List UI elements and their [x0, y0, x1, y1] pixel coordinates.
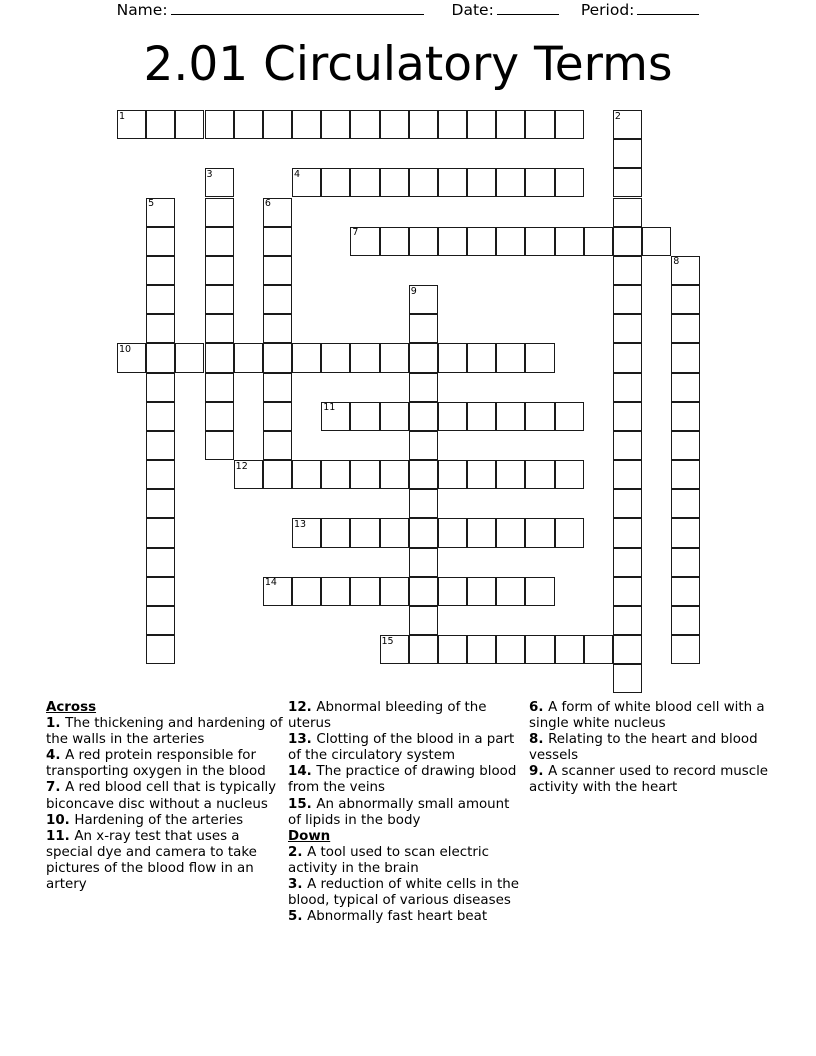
grid-clue-number: 9 — [410, 285, 417, 297]
date-label: Date: — [451, 1, 494, 19]
grid-cell[interactable] — [555, 110, 584, 139]
clue-item — [46, 716, 284, 748]
grid-cell[interactable] — [613, 314, 642, 343]
grid-cell[interactable] — [613, 227, 642, 256]
grid-cell[interactable] — [263, 343, 292, 372]
grid-cell[interactable] — [525, 343, 554, 372]
grid-cell[interactable] — [146, 635, 175, 664]
grid-cell[interactable] — [350, 518, 379, 547]
grid-cell[interactable] — [205, 256, 234, 285]
clue-column-1 — [46, 700, 284, 893]
date-field — [452, 0, 559, 20]
grid-clue-number: 7 — [352, 227, 359, 239]
grid-cell[interactable] — [292, 110, 321, 139]
grid-clue-number: 8 — [673, 256, 680, 268]
grid-cell[interactable] — [409, 635, 438, 664]
grid-cell[interactable] — [263, 460, 292, 489]
grid-cell[interactable] — [409, 577, 438, 606]
grid-cell[interactable] — [205, 373, 234, 402]
grid-cell[interactable] — [321, 518, 350, 547]
grid-cell[interactable] — [496, 577, 525, 606]
grid-cell[interactable] — [467, 635, 496, 664]
grid-cell[interactable] — [321, 577, 350, 606]
grid-clue-number: 14 — [264, 577, 277, 589]
grid-cell[interactable] — [205, 110, 234, 139]
clue-item — [288, 797, 524, 829]
grid-cell[interactable] — [175, 343, 204, 372]
grid-cell[interactable] — [205, 198, 234, 227]
clue-number: 12. — [288, 700, 317, 715]
grid-clue-number: 1 — [119, 110, 126, 122]
grid-cell[interactable] — [671, 548, 700, 577]
clue-text: Relating to the heart and blood vessels — [529, 732, 758, 764]
page-title: 2.01 Circulatory Terms — [143, 37, 673, 92]
grid-cell[interactable] — [467, 460, 496, 489]
clue-text: A scanner used to record muscle activity with the heart — [529, 764, 769, 796]
grid-cell[interactable] — [671, 606, 700, 635]
down-heading: Down — [288, 828, 331, 844]
grid-cell[interactable] — [263, 314, 292, 343]
clue-text: A tool used to scan electric activity in the brain — [288, 844, 489, 876]
clue-item — [46, 780, 284, 812]
grid-cell[interactable] — [496, 110, 525, 139]
grid-cell[interactable] — [525, 460, 554, 489]
grid-cell[interactable] — [409, 402, 438, 431]
grid-cell[interactable] — [146, 460, 175, 489]
grid-cell[interactable] — [671, 635, 700, 664]
grid-cell[interactable] — [671, 489, 700, 518]
grid-cell[interactable] — [263, 198, 292, 227]
grid-cell[interactable] — [263, 373, 292, 402]
grid-cell[interactable] — [292, 460, 321, 489]
grid-cell[interactable] — [146, 577, 175, 606]
grid-cell[interactable] — [496, 635, 525, 664]
grid-cell[interactable] — [671, 402, 700, 431]
grid-cell[interactable] — [496, 227, 525, 256]
grid-cell[interactable] — [409, 168, 438, 197]
grid-cell[interactable] — [525, 577, 554, 606]
grid-cell[interactable] — [350, 402, 379, 431]
grid-cell[interactable] — [205, 343, 234, 372]
grid-cell[interactable] — [555, 460, 584, 489]
grid-cell[interactable] — [613, 402, 642, 431]
clue-item — [288, 909, 524, 925]
clue-text: An abnormally small amount of lipids in the body — [288, 796, 510, 828]
clue-number: 6. — [529, 700, 549, 715]
period-blank-line[interactable] — [637, 1, 699, 15]
clue-text: Clotting of the blood in a part of the circulatory system — [288, 732, 515, 764]
name-field — [117, 0, 424, 20]
grid-cell[interactable] — [613, 256, 642, 285]
grid-cell[interactable] — [613, 198, 642, 227]
grid-cell[interactable] — [146, 285, 175, 314]
grid-cell[interactable] — [146, 314, 175, 343]
grid-cell[interactable] — [321, 168, 350, 197]
grid-cell[interactable] — [380, 518, 409, 547]
grid-cell[interactable] — [263, 256, 292, 285]
clue-text: A reduction of white cells in the blood, typical of various diseases — [288, 877, 519, 909]
grid-cell[interactable] — [613, 139, 642, 168]
grid-cell[interactable] — [613, 577, 642, 606]
grid-cell[interactable] — [671, 314, 700, 343]
grid-cell[interactable] — [613, 285, 642, 314]
grid-cell[interactable] — [613, 518, 642, 547]
grid-cell[interactable] — [146, 431, 175, 460]
grid-cell[interactable] — [613, 373, 642, 402]
grid-cell[interactable] — [234, 110, 263, 139]
clue-item — [529, 764, 769, 796]
grid-clue-number: 10 — [119, 343, 132, 355]
clue-number: 8. — [529, 732, 549, 748]
across-heading: Across — [46, 700, 97, 715]
grid-cell[interactable] — [438, 227, 467, 256]
grid-cell[interactable] — [263, 431, 292, 460]
grid-cell[interactable] — [671, 577, 700, 606]
grid-cell[interactable] — [409, 227, 438, 256]
clue-number: 7. — [46, 780, 66, 796]
grid-cell[interactable] — [175, 110, 204, 139]
grid-cell[interactable] — [438, 168, 467, 197]
grid-cell[interactable] — [613, 343, 642, 372]
clue-text: Abnormally fast heart beat — [307, 909, 488, 925]
grid-clue-number: 4 — [294, 168, 301, 180]
clue-column-2 — [288, 700, 524, 925]
clue-text: Abnormal bleeding of the uterus — [288, 700, 487, 732]
grid-cell[interactable] — [671, 460, 700, 489]
clue-item — [529, 700, 769, 732]
clue-item — [288, 845, 524, 877]
grid-cell[interactable] — [380, 402, 409, 431]
grid-cell[interactable] — [234, 460, 263, 489]
grid-cell[interactable] — [525, 168, 554, 197]
grid-cell[interactable] — [438, 518, 467, 547]
grid-cell[interactable] — [525, 635, 554, 664]
grid-clue-number: 2 — [614, 110, 621, 122]
grid-cell[interactable] — [555, 402, 584, 431]
grid-cell[interactable] — [146, 518, 175, 547]
grid-cell[interactable] — [350, 343, 379, 372]
clue-number: 11. — [46, 828, 75, 844]
grid-cell[interactable] — [205, 431, 234, 460]
grid-cell[interactable] — [613, 460, 642, 489]
grid-cell[interactable] — [380, 460, 409, 489]
grid-cell[interactable] — [409, 373, 438, 402]
clue-item — [288, 764, 524, 796]
grid-cell[interactable] — [555, 227, 584, 256]
grid-cell[interactable] — [409, 314, 438, 343]
grid-cell[interactable] — [205, 285, 234, 314]
clue-number: 9. — [529, 764, 549, 780]
grid-clue-number: 12 — [235, 460, 248, 472]
clue-item — [288, 877, 524, 909]
grid-cell[interactable] — [146, 548, 175, 577]
name-blank-line[interactable] — [171, 1, 424, 15]
grid-cell[interactable] — [321, 110, 350, 139]
clue-text: An x-ray test that uses a special dye and camera to take pictures of the blood flow in an artery — [46, 828, 257, 893]
grid-cell[interactable] — [613, 635, 642, 664]
grid-cell[interactable] — [613, 110, 642, 139]
grid-cell[interactable] — [263, 227, 292, 256]
grid-cell[interactable] — [263, 285, 292, 314]
clue-text: A form of white blood cell with a single white nucleus — [529, 700, 765, 732]
grid-cell[interactable] — [205, 168, 234, 197]
grid-cell[interactable] — [205, 227, 234, 256]
grid-cell[interactable] — [321, 343, 350, 372]
grid-cell[interactable] — [555, 168, 584, 197]
grid-cell[interactable] — [671, 285, 700, 314]
clue-text: A red blood cell that is typically biconcave disc without a nucleus — [46, 780, 277, 812]
grid-cell[interactable] — [409, 518, 438, 547]
clue-number: 13. — [288, 732, 317, 748]
clue-text: A red protein responsible for transporting oxygen in the blood — [46, 748, 266, 780]
grid-cell[interactable] — [613, 168, 642, 197]
grid-cell[interactable] — [671, 373, 700, 402]
grid-cell[interactable] — [496, 343, 525, 372]
grid-cell[interactable] — [671, 343, 700, 372]
grid-cell[interactable] — [380, 635, 409, 664]
clue-number: 5. — [288, 909, 308, 925]
name-label: Name: — [116, 1, 168, 19]
grid-cell[interactable] — [146, 402, 175, 431]
clue-text: The practice of drawing blood from the veins — [288, 764, 517, 796]
grid-cell[interactable] — [292, 577, 321, 606]
period-label: Period: — [580, 1, 635, 19]
grid-cell[interactable] — [409, 110, 438, 139]
clues-section — [0, 700, 816, 1000]
grid-cell[interactable] — [438, 343, 467, 372]
grid-cell[interactable] — [613, 548, 642, 577]
grid-cell[interactable] — [234, 343, 263, 372]
grid-cell[interactable] — [350, 577, 379, 606]
grid-cell[interactable] — [380, 110, 409, 139]
grid-cell[interactable] — [117, 343, 146, 372]
grid-cell[interactable] — [350, 227, 379, 256]
clue-number: 2. — [288, 844, 308, 860]
grid-cell[interactable] — [671, 518, 700, 547]
grid-cell[interactable] — [467, 577, 496, 606]
grid-cell[interactable] — [146, 198, 175, 227]
clue-item — [46, 748, 284, 780]
grid-cell[interactable] — [613, 664, 642, 693]
clue-number: 1. — [46, 716, 66, 732]
grid-cell[interactable] — [525, 110, 554, 139]
grid-cell[interactable] — [350, 168, 379, 197]
clue-number: 10. — [46, 812, 75, 828]
clue-text: The thickening and hardening of the walls in the arteries — [46, 716, 283, 748]
grid-cell[interactable] — [584, 635, 613, 664]
grid-cell[interactable] — [584, 227, 613, 256]
crossword-grid — [117, 110, 717, 710]
grid-cell[interactable] — [409, 285, 438, 314]
grid-cell[interactable] — [292, 518, 321, 547]
grid-cell[interactable] — [409, 431, 438, 460]
grid-cell[interactable] — [525, 227, 554, 256]
grid-cell[interactable] — [555, 518, 584, 547]
grid-cell[interactable] — [438, 110, 467, 139]
grid-cell[interactable] — [555, 635, 584, 664]
grid-cell[interactable] — [205, 314, 234, 343]
grid-cell[interactable] — [438, 402, 467, 431]
clue-number: 15. — [288, 796, 317, 812]
clue-item — [529, 732, 769, 764]
worksheet-header — [0, 0, 816, 24]
grid-cell[interactable] — [263, 577, 292, 606]
clue-column-3 — [529, 700, 769, 797]
grid-cell[interactable] — [263, 110, 292, 139]
grid-clue-number: 13 — [294, 518, 307, 530]
grid-cell[interactable] — [146, 489, 175, 518]
grid-cell[interactable] — [263, 402, 292, 431]
grid-cell[interactable] — [613, 606, 642, 635]
date-blank-line[interactable] — [497, 1, 559, 15]
grid-cell[interactable] — [496, 168, 525, 197]
grid-cell[interactable] — [409, 606, 438, 635]
grid-clue-number: 6 — [264, 198, 271, 209]
grid-clue-number: 11 — [323, 402, 336, 414]
grid-cell[interactable] — [467, 110, 496, 139]
grid-cell[interactable] — [467, 227, 496, 256]
grid-cell[interactable] — [321, 460, 350, 489]
grid-cell[interactable] — [146, 373, 175, 402]
grid-cell[interactable] — [525, 402, 554, 431]
grid-cell[interactable] — [380, 343, 409, 372]
grid-cell[interactable] — [205, 402, 234, 431]
grid-cell[interactable] — [380, 168, 409, 197]
clue-item — [46, 829, 284, 893]
grid-cell[interactable] — [146, 256, 175, 285]
grid-cell[interactable] — [380, 227, 409, 256]
grid-cell[interactable] — [380, 577, 409, 606]
grid-cell[interactable] — [467, 168, 496, 197]
grid-cell[interactable] — [438, 460, 467, 489]
grid-cell[interactable] — [467, 343, 496, 372]
grid-cell[interactable] — [613, 489, 642, 518]
clue-item — [288, 732, 524, 764]
grid-cell[interactable] — [409, 489, 438, 518]
grid-cell[interactable] — [671, 431, 700, 460]
grid-cell[interactable] — [350, 110, 379, 139]
clue-number: 3. — [288, 877, 308, 893]
grid-cell[interactable] — [146, 227, 175, 256]
grid-cell[interactable] — [438, 635, 467, 664]
grid-cell[interactable] — [496, 460, 525, 489]
clue-number: 4. — [46, 748, 66, 764]
grid-cell[interactable] — [292, 168, 321, 197]
grid-cell[interactable] — [671, 256, 700, 285]
grid-cell[interactable] — [409, 343, 438, 372]
grid-clue-number: 3 — [206, 168, 213, 180]
period-field — [581, 0, 700, 20]
grid-cell[interactable] — [613, 431, 642, 460]
grid-cell[interactable] — [496, 518, 525, 547]
clue-number: 14. — [288, 764, 317, 780]
grid-cell[interactable] — [292, 343, 321, 372]
grid-cell[interactable] — [146, 110, 175, 139]
grid-cell[interactable] — [146, 343, 175, 372]
grid-cell[interactable] — [642, 227, 671, 256]
grid-clue-number: 15 — [381, 635, 394, 647]
grid-cell[interactable] — [525, 518, 554, 547]
grid-cell[interactable] — [467, 518, 496, 547]
grid-cell[interactable] — [438, 577, 467, 606]
grid-cell[interactable] — [321, 402, 350, 431]
clue-item — [46, 813, 284, 829]
grid-cell[interactable] — [350, 460, 379, 489]
grid-cell[interactable] — [409, 460, 438, 489]
grid-cell[interactable] — [467, 402, 496, 431]
grid-clue-number: 5 — [148, 198, 155, 209]
grid-cell[interactable] — [409, 548, 438, 577]
clue-text: Hardening of the arteries — [74, 812, 244, 828]
grid-cell[interactable] — [496, 402, 525, 431]
grid-cell[interactable] — [117, 110, 146, 139]
grid-cell[interactable] — [146, 606, 175, 635]
clue-item — [288, 700, 524, 732]
